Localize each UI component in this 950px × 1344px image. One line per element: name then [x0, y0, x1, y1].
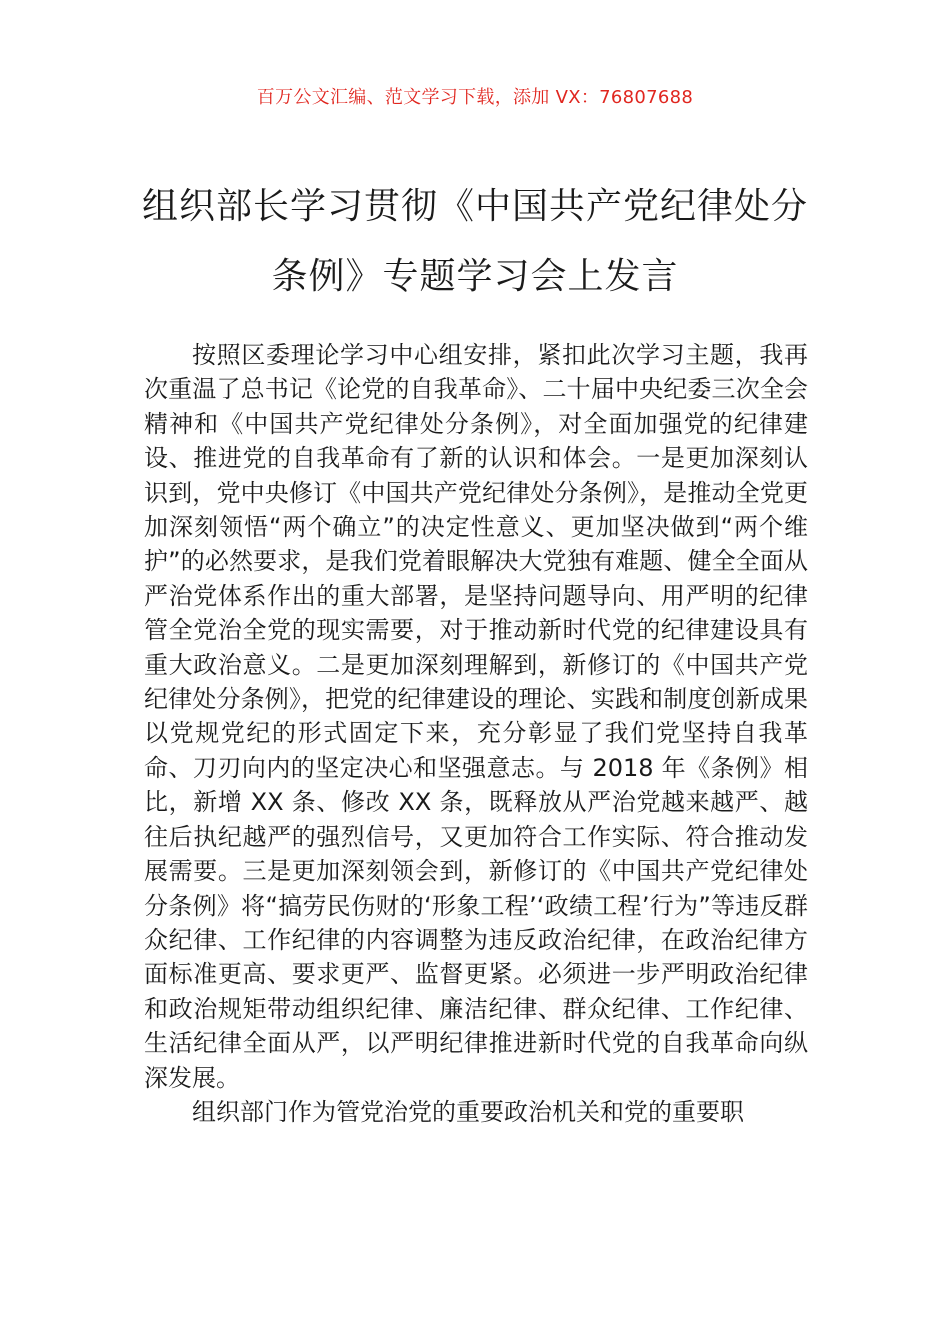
- title-line-1: 组织部长学习贯彻《中国共产党纪律处分: [141, 186, 808, 227]
- document-title: [110, 172, 840, 312]
- paragraph: 按照区委理论学习中心组安排，紧扣此次学习主题，我再次重温了总书记《论党的自我革命》、二十届中央纪委三次全会精神和《中国共产党纪律处分条例》，对全面加强党的纪律建设、推进党的自我革命有了新的认识和体会。一是更加深刻认识到，党中央修订《中国共产党纪律处分条例》，是推动全党更加深刻领悟“两个确立”的决定性意义、更加坚决做到“两个维护”的必然要求，是我们党着眼解决大党独有难题、健全全面从严治党体系作出的重大部署，是坚持问题导向、用严明的纪律管全党治全党的现实需要，对于推动新时代党的纪律建设具有重大政治意义。二是更加深刻理解到，新修订的《中国共产党纪律处分条例》，把党的纪律建设的理论、实践和制度创新成果以党规党纪的形式固定下来，充分彰显了我们党坚持自我革命、刀刃向内的坚定决心和坚强意志。与 2018 年《条例》相比，新增 XX 条、修改 XX 条，既释放从严治党越来越严、越往后执纪越严的强烈信号，又更加符合工作实际、符合推动发展需要。三是更加深刻领会到，新修订的《中国共产党纪律处分条例》将“搞劳民伤财的‘形象工程’‘政绩工程’行为”等违反群众纪律、工作纪律的内容调整为违反政治纪律，在政治纪律方面标准更高、要求更严、监督更紧。必须进一步严明政治纪律和政治规矩带动组织纪律、廉洁纪律、群众纪律、工作纪律、生活纪律全面从严，以严明纪律推进新时代党的自我革命向纵深发展。: [144, 341, 808, 1092]
- title-line-2: 条例》专题学习会上发言: [271, 256, 679, 297]
- document-body: [144, 338, 808, 1129]
- paragraph: 组织部门作为管党治党的重要政治机关和党的重要职: [192, 1097, 744, 1126]
- header-note: 百万公文汇编、范文学习下载，添加 VX：76807688: [256, 87, 694, 108]
